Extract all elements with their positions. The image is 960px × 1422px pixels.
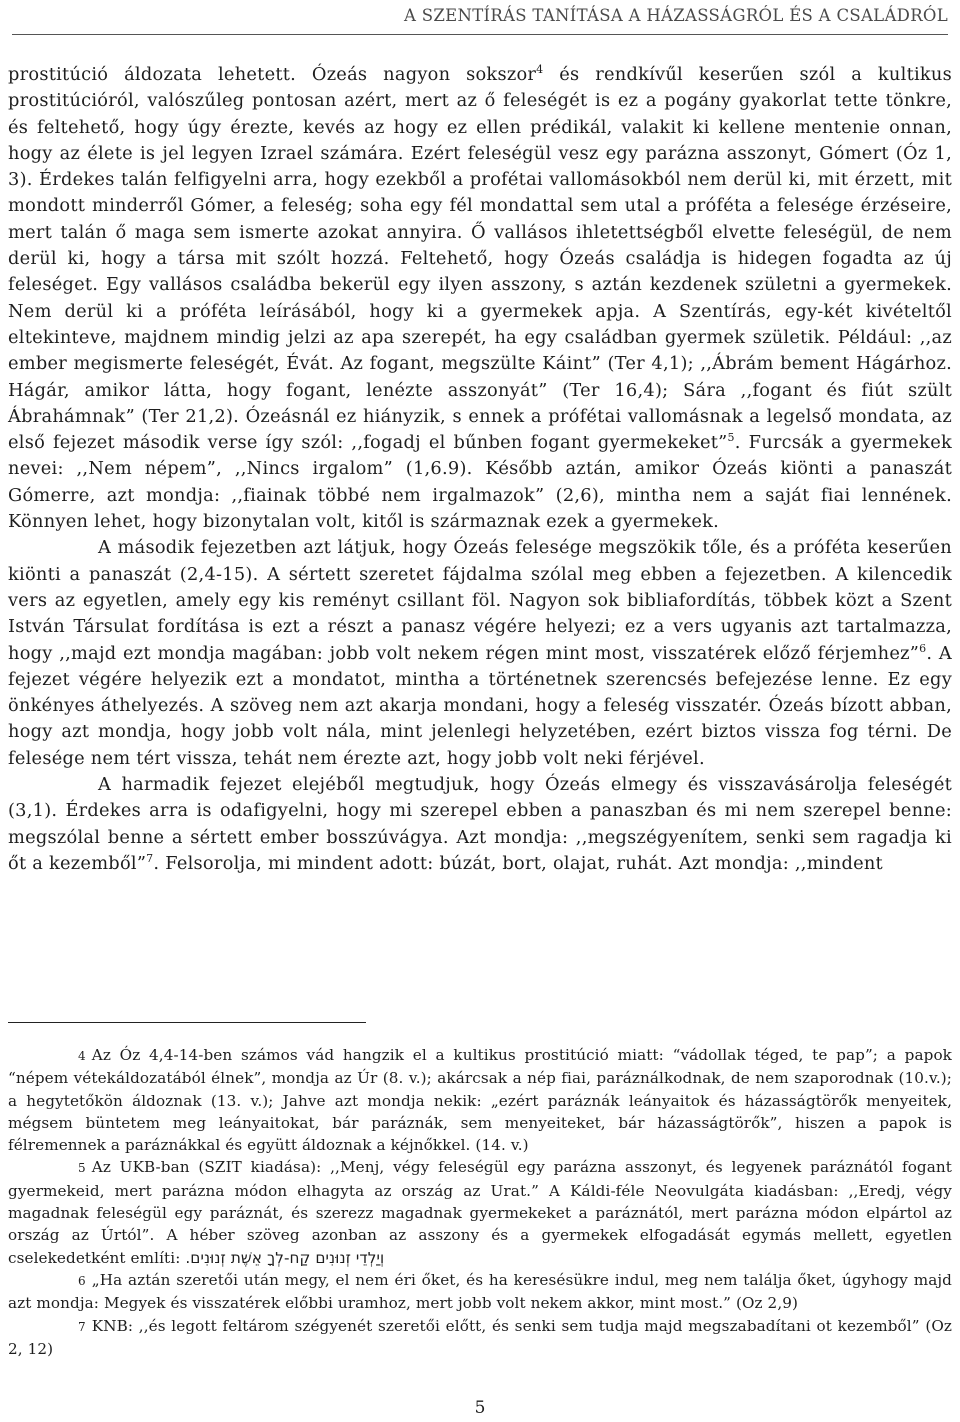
footnote-ref-6[interactable]: 6 <box>919 641 927 655</box>
footnote-6 <box>8 1269 952 1315</box>
footnote-5-text: Az UKB-ban (SZIT kiadása): ,,Menj, végy feleségül egy parázna asszonyt, és legyenek paráznától fogant gyermekeid, mert parázna módon elhagyta az ország az Urat.” A Káldi-féle Neovulgáta kiadásban: ,,Eredj, végy magadnak feleségül egy paráznát, és szerezz magadnak gyermekeket a paráznától, mert parázna módon elpártol az ország az Úrtól”. A héber szöveg azonban az asszony és a gyermekek elfogadását egymás mellett, egyetlen cselekedetként említi: <box>8 1158 952 1267</box>
footnote-5-hebrew-quote: וְיַלְדֵי זְנוּנִים קַח-לְךָ אֵשֶׁת זְנוּנִים. <box>185 1248 385 1267</box>
footnote-7 <box>8 1315 952 1361</box>
footnote-4-number: 4 <box>78 1049 86 1063</box>
paragraph-2-end: . A fejezet végére helyezik ezt a mondatot, mintha a történetnek szerencsés befejezése lenne. Ez egy önkényes áthelyezés. A szöveg nem azt akarja mondani, hogy a feleség visszatér. Ózeás bízott abban, hogy azt mondja, hogy jobb volt nála, mint jelenlegi helyzetében, ezért biztos vissza fog térni. De felesége nem tért vissza, tehát nem érezte azt, hogy jobb volt neki férjével. <box>8 642 952 769</box>
paragraph-1 <box>8 62 952 535</box>
footnote-ref-4[interactable]: 4 <box>536 63 544 77</box>
footnote-ref-7[interactable]: 7 <box>146 851 154 865</box>
paragraph-2-start: A második fejezetben azt látjuk, hogy Ózeás felesége megszökik tőle, és a próféta keserűen kiönti a panaszát (2,4-15). A sértett szeretet fájdalma szólal meg ebben a fejezetben. A kilencedik vers az egyetlen, amely egy kis reményt csillant föl. Nagyon sok bibliafordítás, többek közt a Szent István Társulat fordítása is ezt a részt a panasz végére helyezi; ez a vers ugyanis azt tartalmazza, hogy ,,majd ezt mondja magában: jobb volt nekem régen mint most, visszatérek előző férjemhez” <box>8 537 952 664</box>
paragraph-2 <box>8 535 952 772</box>
paragraph-3-start: A harmadik fejezet elejéből megtudjuk, hogy Ózeás elmegy és visszavásárolja feleségét (3,1). Érdekes arra is odafigyelni, hogy mi szerepel ebben a panaszban és mi nem szerepel benne: megszólal benne a sértett ember bosszúvágya. Azt mondja: ,,megszégyenítem, senki sem ragadja ki őt a kezemből” <box>8 774 952 874</box>
main-body-text <box>8 62 952 877</box>
running-header: A SZENTÍRÁS TANÍTÁSA A HÁZASSÁGRÓL ÉS A CSALÁDRÓL <box>404 6 948 25</box>
footnote-7-text: KNB: ,,és legott feltárom szégyenét szeretői előtt, és senki sem tudja majd megszabadítani ot kezemből” (Oz 2, 12) <box>8 1316 952 1358</box>
paragraph-1-rest: és rendkívűl keserűen szól a kultikus prostitúcióról, valószűleg pontosan azért, mert az ő feleségét is ez a pogány gyakorlat tette tönkre, és feltehető, hogy úgy érezte, kevés az hogy ez ellen prédikál, valakit ki kellene mentenie onnan, hogy az élete is jel legyen Izrael számára. Ezért feleségül vesz egy parázna asszonyt, Gómert (Óz 1, 3). <box>8 64 952 191</box>
footnote-6-text: „Ha aztán szeretői után megy, el nem éri őket, és ha keresésükre indul, meg nem találja őket, úgyhogy majd azt mondja: Megyek és visszatérek előbbi uramhoz, mert jobb volt nekem akkor, mint most.” (Oz 2,9) <box>8 1270 952 1313</box>
footnotes <box>8 1044 952 1360</box>
paragraph-1-end: . Furcsák a gyermekek nevei: ,,Nem népem”, ,,Nincs irgalom” (1,6.9). Később aztán, amikor Ózeás kiönti a panaszát Gómerre, azt mondja: ,,fiainak többé nem irgalmazok” (2,6), mintha nem a saját fiai lennének. Könnyen lehet, hogy bizonytalan volt, kitől is származnak ezek a gyermekek. <box>8 432 952 533</box>
footnote-ref-5[interactable]: 5 <box>727 431 735 445</box>
footnote-4-text: Az Óz 4,4-14-ben számos vád hangzik el a kultikus prostitúció miatt: “vádollak téged, te pap”; a papok “népem vétekáldozatából élnek”, mondja az Úr (8. v.); akárcsak a nép fiai, paráználkodnak, de nem szaporodnak (10.v.); a hegytetőkön áldoznak (13. v.); Jahve azt mondja nekik: „ezért paráznák leányaitok és házasságtörők menyeitek, mégsem büntetem meg leányaitokat, bár paráznák, sem menyeiteket, bár házasságtörők”, hiszen a papok is félremennek a paráznákkal és együtt áldoznak a kéjnőkkel. (14. v.) <box>8 1046 952 1155</box>
footnote-separator <box>8 1022 366 1023</box>
footnote-7-number: 7 <box>78 1319 86 1334</box>
header-rule <box>12 34 948 35</box>
paragraph-3-end: . Felsorolja, mi mindent adott: búzát, bort, olajat, ruhát. Azt mondja: ,,mindent <box>153 852 883 874</box>
footnote-6-number: 6 <box>78 1273 86 1288</box>
paragraph-1-start: prostitúció áldozata lehetett. Ózeás nagyon sokszor <box>8 64 537 85</box>
footnote-4 <box>8 1044 952 1156</box>
page-number: 5 <box>474 1398 486 1418</box>
paragraph-1-continuation: Érdekes talán felfigyelni arra, hogy ezekből a profétai vallomásokból nem derül ki, mit érzett, mit mondott minderről Gómer, a feleség; soha egy fél mondattal sem utal a próféta a felesége érzéseire, mert talán ő maga sem ismerte azokat annyira. Ő vallásos ihletettségből elvette feleségül, de nem derül ki, hogy a társa mit szólt hozzá. Feltehető, hogy Ózeás családja is hidegen fogadta az új feleséget. Egy vallásos családba bekerül egy ilyen asszony, s aztán kezdenek születni a gyermekek. Nem derül ki a próféta leírásából, hogy ki a gyermekek apja. A Szentírás, egy-két kivételtől eltekinteve, majdnem mindig jelzi az apa szerepét, ha egy családban gyermek születik. Például: ,,az ember megismerte feleségét, Évát. Az fogant, megszülte Káint” (Ter 4,1); ,,Ábrám bement Hágárhoz. Hágár, amikor látta, hogy fogant, lenézte asszonyát” (Ter 16,4); Sára ,,fogant és fiút szült Ábrahámnak” (Ter 21,2). Ózeásnál ez hiányzik, s ennek a prófétai vallomásnak a legelső mondata, az első fejezet második verse így szól: ,,fogadj el bűnben fogant gyermekeket” <box>8 169 952 454</box>
footnote-5 <box>8 1156 952 1268</box>
footnote-5-number: 5 <box>78 1161 86 1176</box>
paragraph-3 <box>8 772 952 877</box>
